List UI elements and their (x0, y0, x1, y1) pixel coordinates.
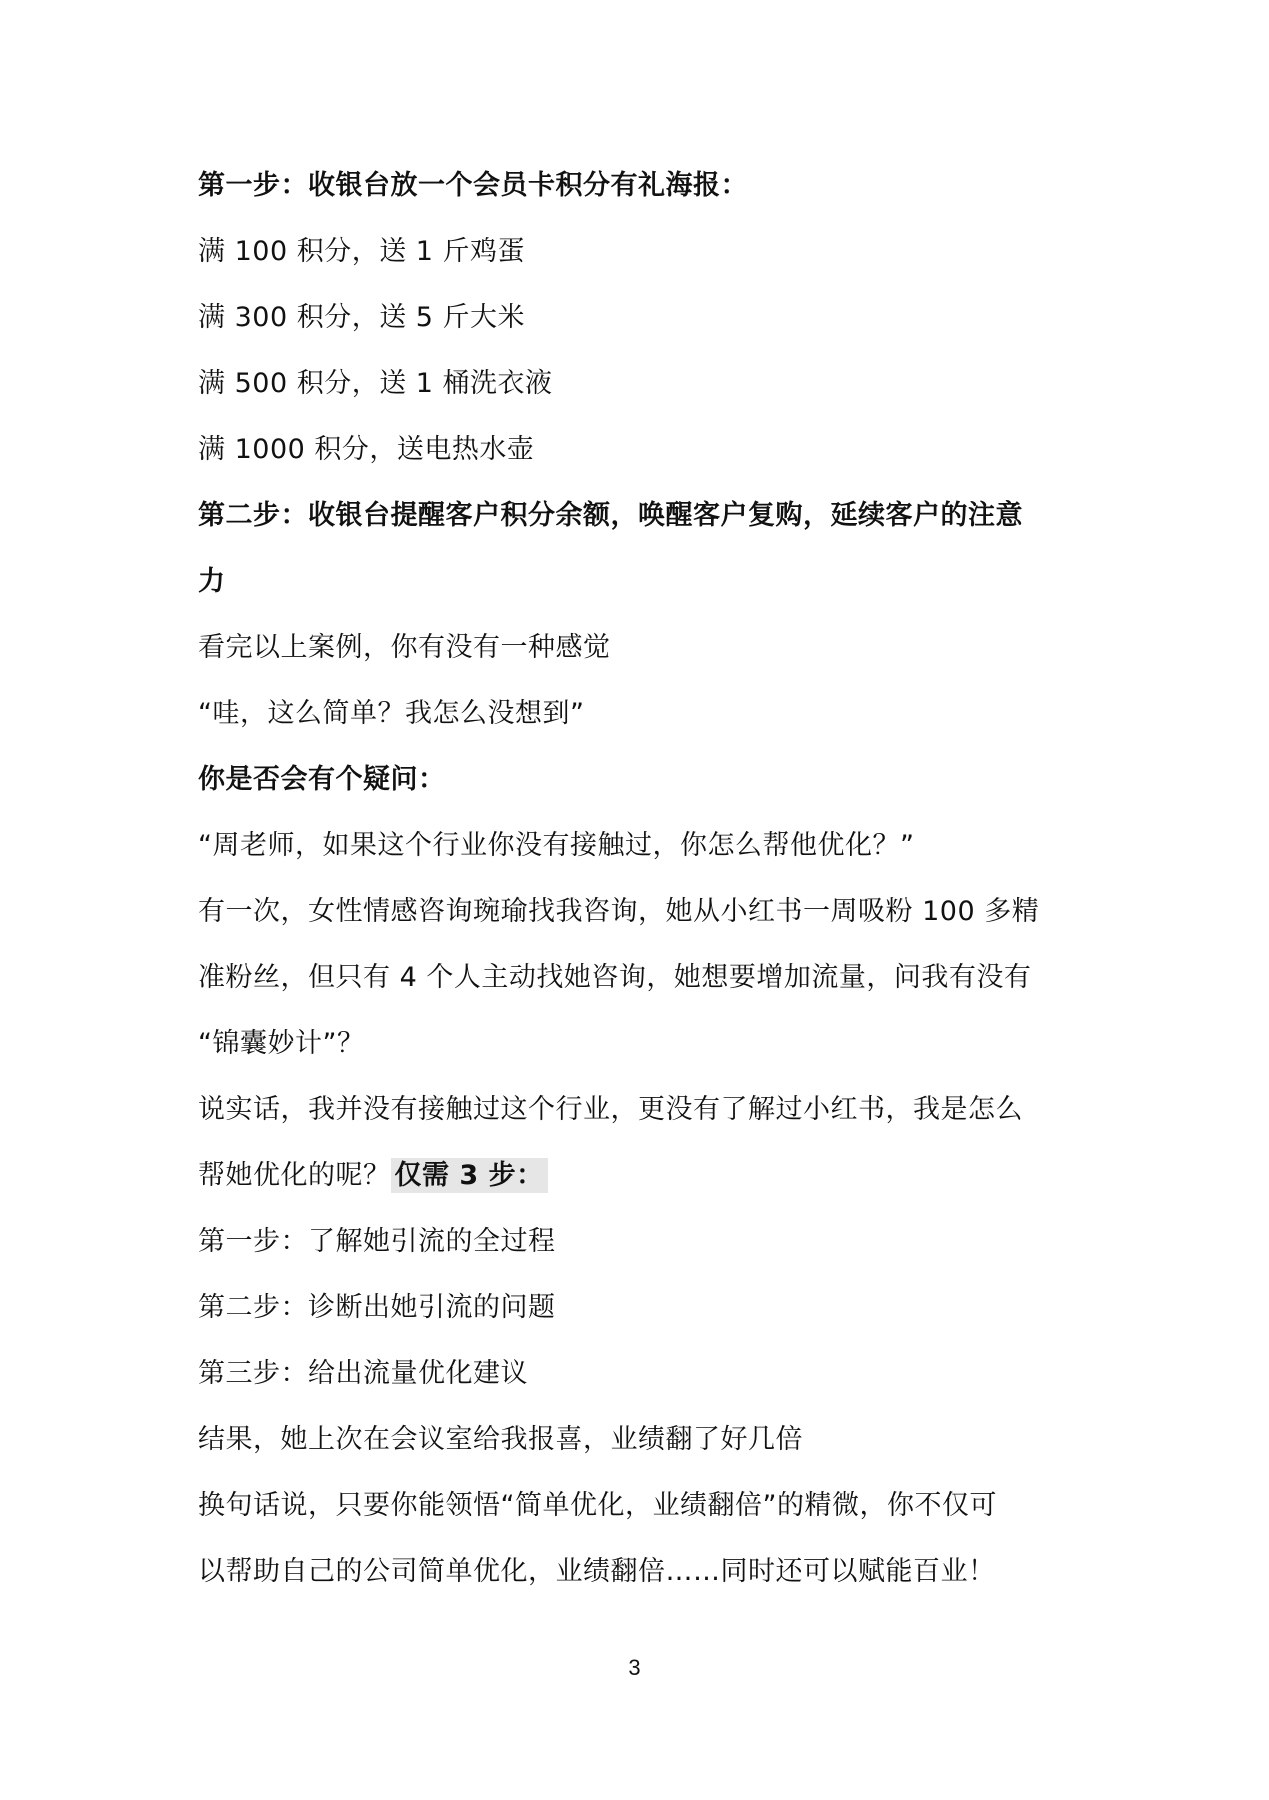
paragraph-line: 看完以上案例，你有没有一种感觉 (198, 632, 611, 663)
highlighted-text: 仅需 3 步： (391, 1158, 548, 1193)
reward-line-300: 满 300 积分，送 5 斤大米 (198, 302, 526, 333)
method-step-two: 第二步：诊断出她引流的问题 (198, 1292, 556, 1323)
step-one-heading: 第一步：收银台放一个会员卡积分有礼海报： (198, 170, 748, 201)
paragraph-line: 以帮助自己的公司简单优化，业绩翻倍……同时还可以赋能百业！ (198, 1556, 996, 1587)
paragraph-line: “锦囊妙计”？ (198, 1028, 365, 1059)
question-heading: 你是否会有个疑问： (198, 764, 446, 795)
step-two-heading-continued: 力 (198, 566, 226, 597)
step-two-heading: 第二步：收银台提醒客户积分余额，唤醒客户复购，延续客户的注意 (198, 500, 1023, 531)
method-step-three: 第三步：给出流量优化建议 (198, 1358, 528, 1389)
paragraph-line: 换句话说，只要你能领悟“简单优化，业绩翻倍”的精微，你不仅可 (198, 1490, 997, 1521)
reward-line-500: 满 500 积分，送 1 桶洗衣液 (198, 368, 553, 399)
quote-line: “哇，这么简单？我怎么没想到” (198, 698, 585, 729)
paragraph-line: 结果，她上次在会议室给我报喜，业绩翻了好几倍 (198, 1424, 803, 1455)
method-step-one: 第一步：了解她引流的全过程 (198, 1226, 556, 1257)
quote-line: “周老师，如果这个行业你没有接触过，你怎么帮他优化？” (198, 830, 915, 861)
paragraph-line: 说实话，我并没有接触过这个行业，更没有了解过小红书，我是怎么 (198, 1094, 1023, 1125)
paragraph-line: 有一次，女性情感咨询琬瑜找我咨询，她从小红书一周吸粉 100 多精 (198, 896, 1040, 927)
reward-line-1000: 满 1000 积分，送电热水壶 (198, 434, 535, 465)
page-number: 3 (628, 1655, 641, 1680)
paragraph-line: 准粉丝，但只有 4 个人主动找她咨询，她想要增加流量，问我有没有 (198, 962, 1032, 993)
paragraph-line-with-highlight (198, 1158, 1088, 1224)
reward-line-100: 满 100 积分，送 1 斤鸡蛋 (198, 236, 526, 267)
page-body (198, 168, 1088, 1620)
paragraph-text: 帮她优化的呢？ (198, 1160, 391, 1191)
